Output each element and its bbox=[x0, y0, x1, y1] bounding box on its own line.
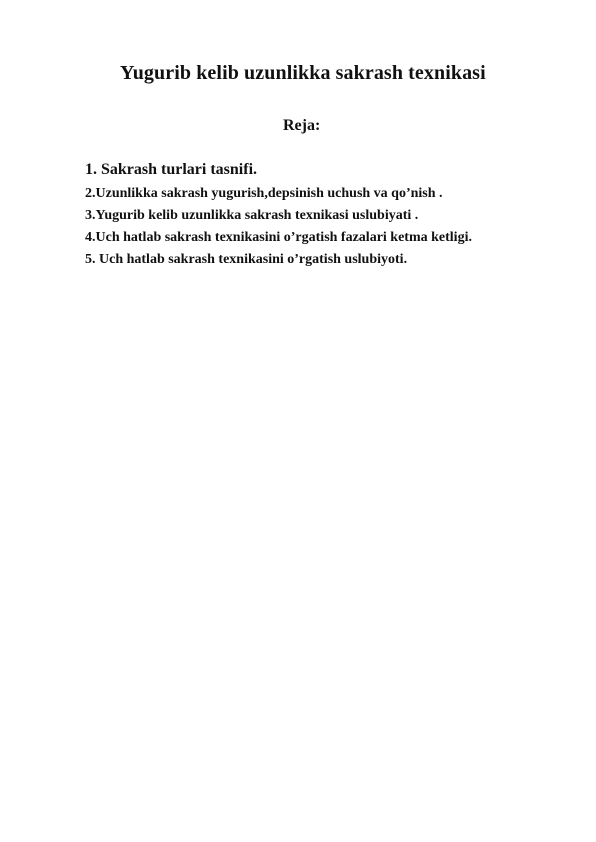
document-title: Yugurib kelib uzunlikka sakrash texnikasi bbox=[120, 62, 486, 84]
plan-item-3: 3.Yugurib kelib uzunlikka sakrash texnikasi uslubiyati . bbox=[85, 208, 419, 223]
plan-item-2: 2.Uzunlikka sakrash yugurish,depsinish uchush va qo’nish . bbox=[85, 186, 443, 201]
plan-item-1: 1. Sakrash turlari tasnifi. bbox=[85, 161, 258, 178]
plan-list bbox=[85, 158, 472, 271]
plan-heading: Reja: bbox=[283, 117, 321, 134]
plan-item-5: 5. Uch hatlab sakrash texnikasini o’rgatish uslubiyoti. bbox=[85, 252, 408, 267]
plan-item-4: 4.Uch hatlab sakrash texnikasini o’rgatish fazalari ketma ketligi. bbox=[85, 230, 472, 245]
